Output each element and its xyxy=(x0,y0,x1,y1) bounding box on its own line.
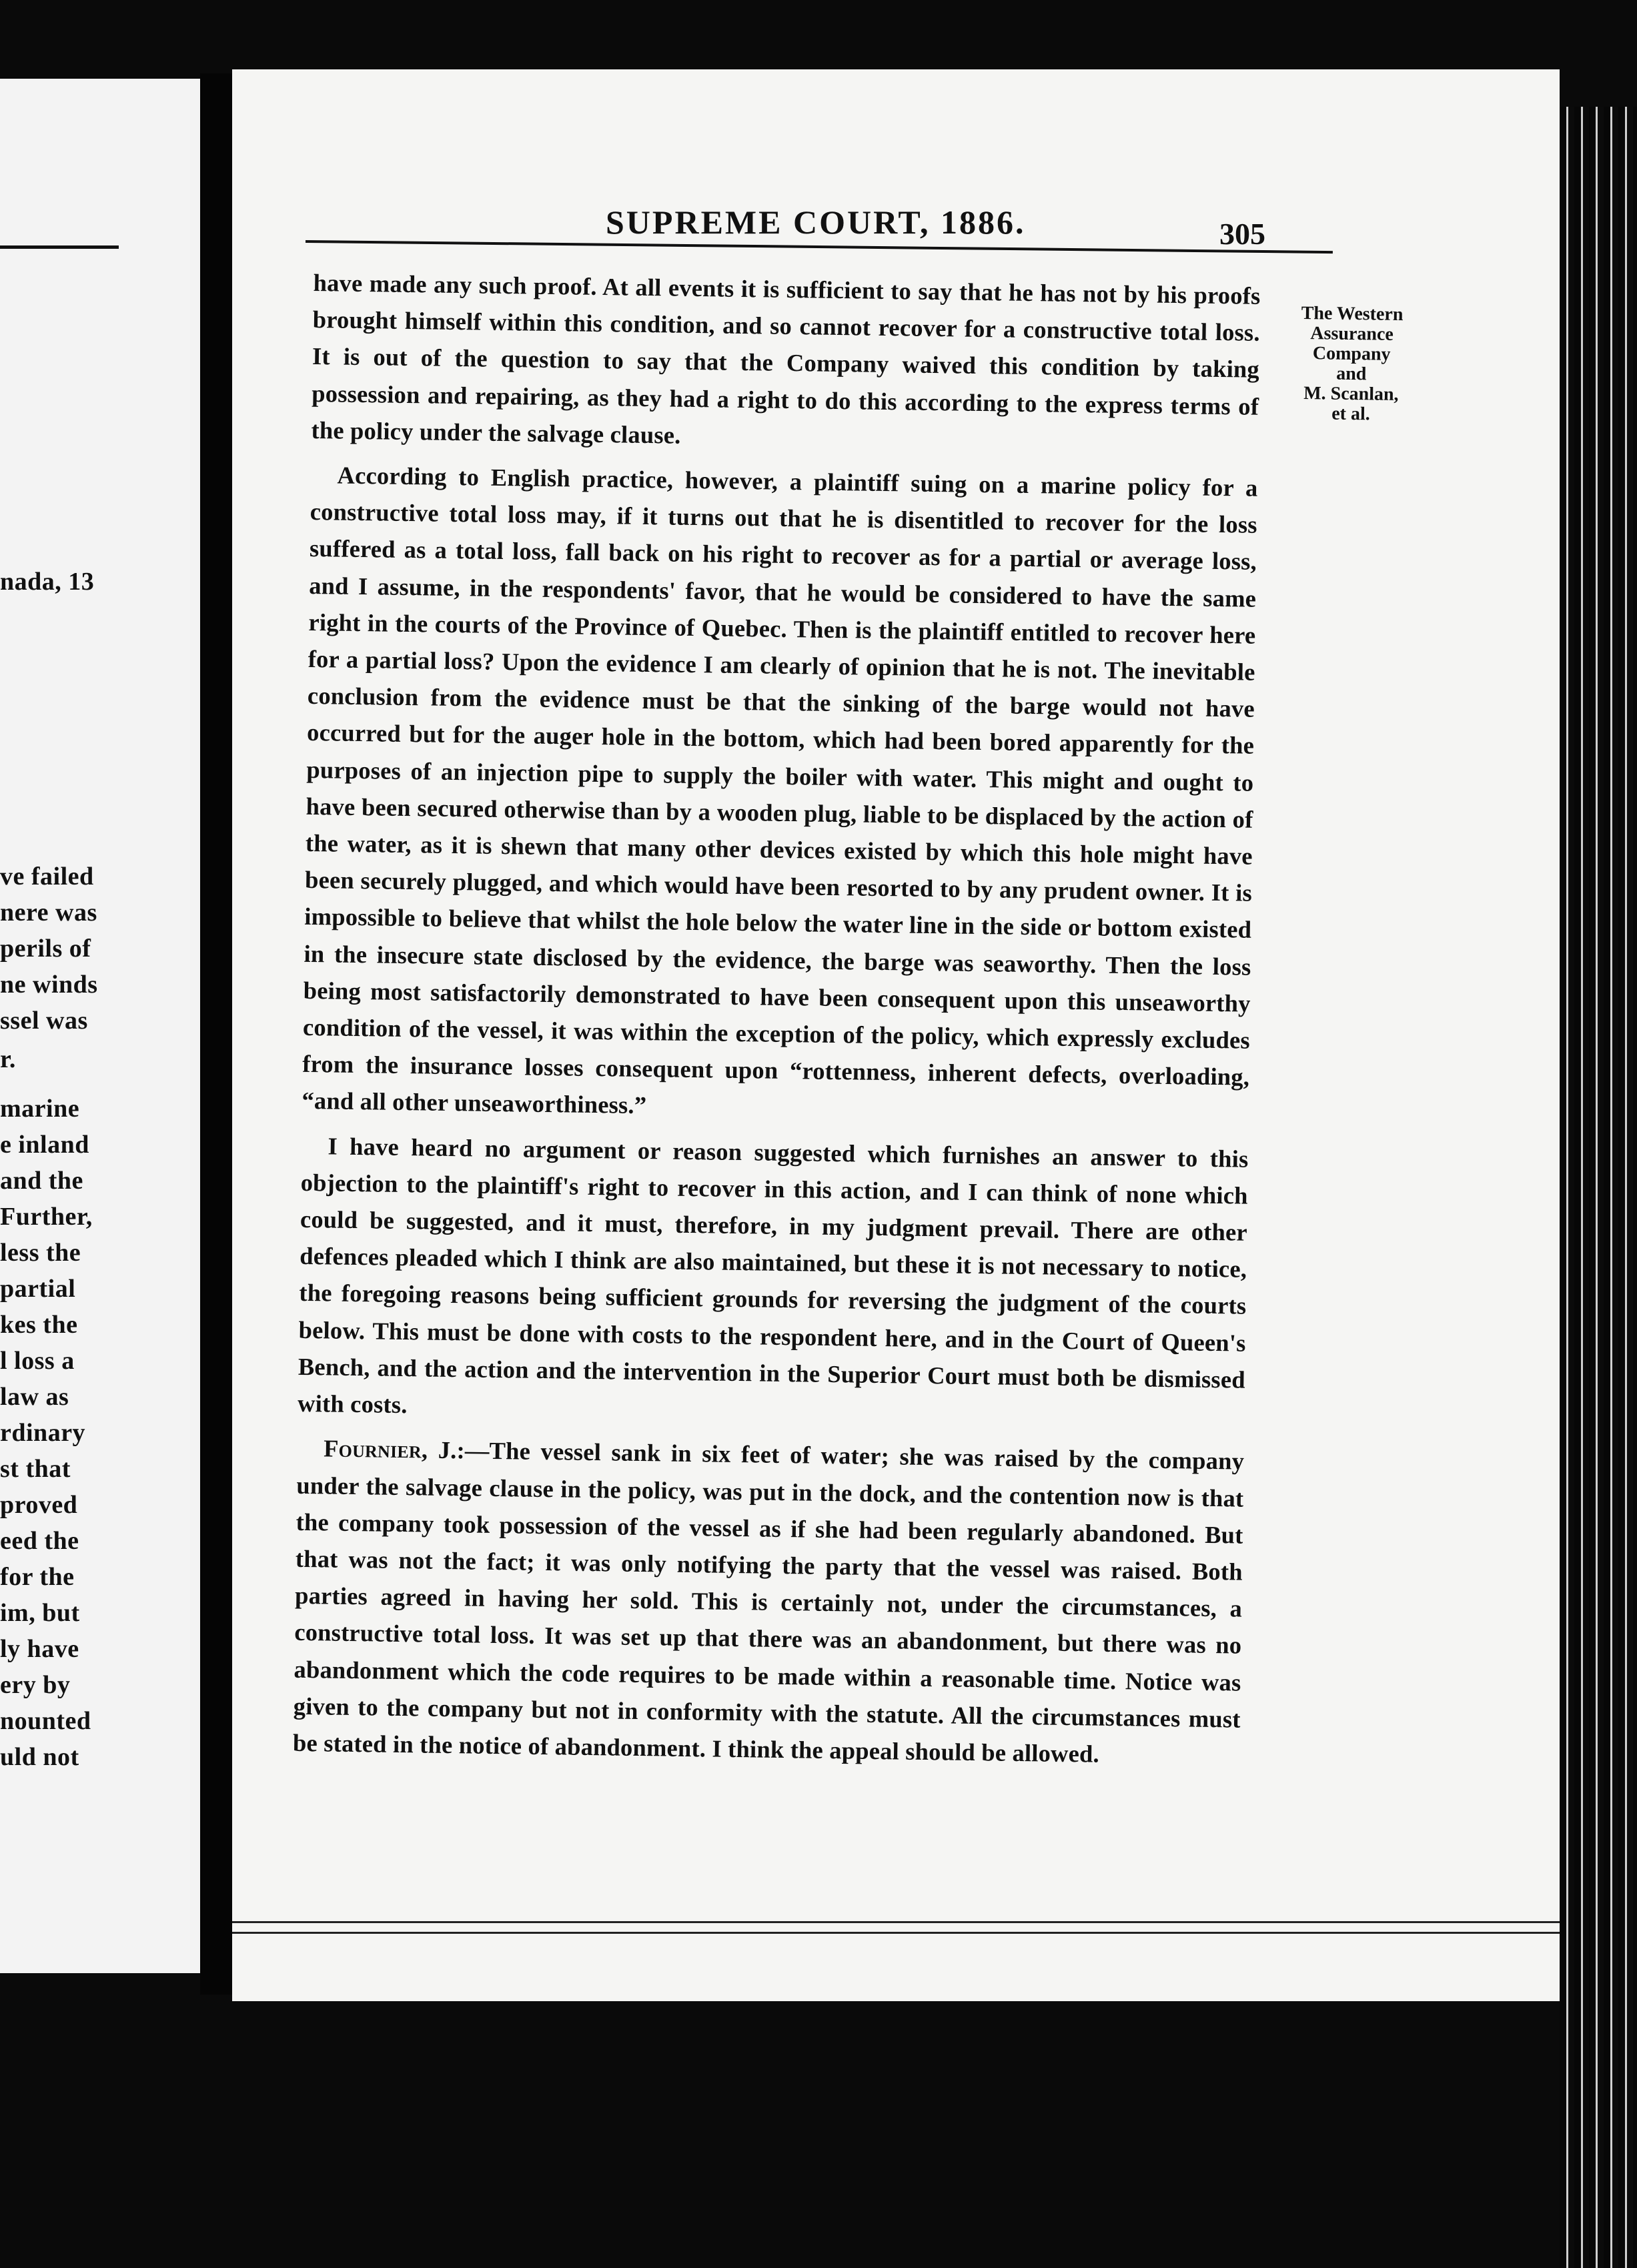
margin-note-line: The Western xyxy=(1301,302,1404,326)
running-head: SUPREME COURT, 1886. xyxy=(606,203,1026,241)
left-page-fragment: for the xyxy=(0,1563,75,1591)
left-page-fragment: perils of xyxy=(0,935,91,963)
case-margin-note xyxy=(1284,304,1419,426)
left-page-fragment: eed the xyxy=(0,1527,79,1555)
left-page-fragment: uld not xyxy=(0,1743,79,1771)
left-page-fragment: and the xyxy=(0,1167,83,1195)
left-page-fragment: r. xyxy=(0,1045,16,1073)
left-page-fragment: ne winds xyxy=(0,971,98,999)
margin-note-line: Company xyxy=(1312,343,1391,365)
margin-note-line: M. Scanlan, xyxy=(1303,383,1399,405)
left-page-fragment: e inland xyxy=(0,1131,89,1159)
paragraph-3: I have heard no argument or reason suggested which furnishes an answer to this objection to the plaintiff's right to recover in this action, and I can think of none which could be suggested, and it must, therefore, in my judgment prevail. There are other defences pleaded which I think are also maintained, but these it is not necessary to notice, the foregoing reasons being sufficient grounds for reversing the judgment of the courts below. This must be done with costs to the respondent here, and in the Court of Queen's Bench, and the action and the intervention in the Superior Court must both be dismissed with costs. xyxy=(297,1132,1249,1419)
margin-note-line: Assurance xyxy=(1310,323,1394,345)
header-rule xyxy=(306,240,1333,253)
margin-note-line: et al. xyxy=(1331,403,1370,425)
book-gutter xyxy=(200,73,232,1995)
page-305 xyxy=(232,69,1560,2001)
judge-name: Fournier, J. xyxy=(323,1434,457,1464)
left-page-fragment: Further, xyxy=(0,1203,93,1231)
body-text xyxy=(292,264,1260,1782)
left-page-fragment: nounted xyxy=(0,1707,91,1735)
left-page-fragment: rdinary xyxy=(0,1419,86,1447)
left-page-fragment: ly have xyxy=(0,1635,79,1663)
margin-note-line: and xyxy=(1336,363,1367,385)
left-page-fragment: proved xyxy=(0,1491,78,1519)
paragraph-1: have made any such proof. At all events it is sufficient to say that he has not by his proofs brought himself within this condition, and so cannot recover for a constructive total loss. It is out of the question to say that the Company waived this condition by taking possession and repairing, as they had a right to do this according to the express terms of the policy under the salvage clause. xyxy=(311,268,1261,449)
left-page-fragment: less the xyxy=(0,1239,81,1267)
left-page-fragment: partial xyxy=(0,1275,76,1303)
left-page-fragment: marine xyxy=(0,1095,80,1123)
page-edges xyxy=(1560,107,1637,2268)
left-page-rule xyxy=(0,245,119,249)
left-page-fragment: ssel was xyxy=(0,1007,88,1035)
left-page-fragment: law as xyxy=(0,1383,69,1411)
bottom-rule-2 xyxy=(232,1932,1560,1934)
page-number: 305 xyxy=(1219,217,1265,251)
left-page-fragment: kes the xyxy=(0,1311,78,1339)
left-page-fragment: nada, 13 xyxy=(0,568,95,596)
left-page-fragment: im, but xyxy=(0,1599,80,1627)
left-page-fragment: nere was xyxy=(0,899,97,927)
paragraph-2: According to English practice, however, a plaintiff suing on a marine policy for a constructive total loss may, if it turns out that he is disentitled to recover for the loss suffered as a total loss, fall back on his right to recover as for a partial or average loss, and I assume, in the respondents' favor, that he would be considered to have the same right in the courts of the Province of Quebec. Then is the plaintiff entitled to recover here for a partial loss? Upon the evidence I am clearly of opinion that he is not. The inevitable conclusion from the evidence must be that the sinking of the barge would not have occurred but for the auger hole in the bottom, which had been bored apparently for the purposes of an injection pipe to supply the boiler with water. This might and ought to have been secured otherwise than by a wooden plug, liable to be displaced by the action of the water, as it is shewn that many other devices existed by which this hole might have been securely plugged, and which would have been resorted to by any prudent owner. It is impossible to believe that whilst the hole below the water line in the side or bottom existed in the insecure state disclosed by the evidence, the barge was seaworthy. Then the loss being most satisfactorily demonstrated to have been consequent upon this unseaworthy condition of the vessel, it was within the exception of the policy, which expressly excludes from the insurance losses consequent upon “rottenness, inherent defects, overloading, “and all other unseaworthiness.” xyxy=(302,461,1258,1119)
paragraph-4 xyxy=(293,1430,1245,1774)
left-page-fragment: ve failed xyxy=(0,863,94,891)
left-facing-page xyxy=(0,79,200,1973)
paragraph-4-text: :—The vessel sank in six feet of water; she was raised by the company under the salvage clause in the policy, was put in the dock, and the contention now is that the company took possession of the vessel as if she had been regularly abandoned. But that was not the fact; it was only notifying the party that the vessel was raised. Both parties agreed in having her sold. This is certainly not, under the circumstances, a constructive total loss. It was set up that there was an abandonment, but there was no abandonment which the code requires to be made within a reasonable time. Notice was given to the company but not in conformity with the statute. All the circumstances must be stated in the notice of abandonment. I think the appeal should be allowed. xyxy=(292,1436,1245,1768)
left-page-fragment: l loss a xyxy=(0,1347,75,1375)
left-page-fragment: st that xyxy=(0,1455,71,1483)
bottom-rule-1 xyxy=(232,1921,1560,1923)
left-page-fragment: ery by xyxy=(0,1671,71,1699)
